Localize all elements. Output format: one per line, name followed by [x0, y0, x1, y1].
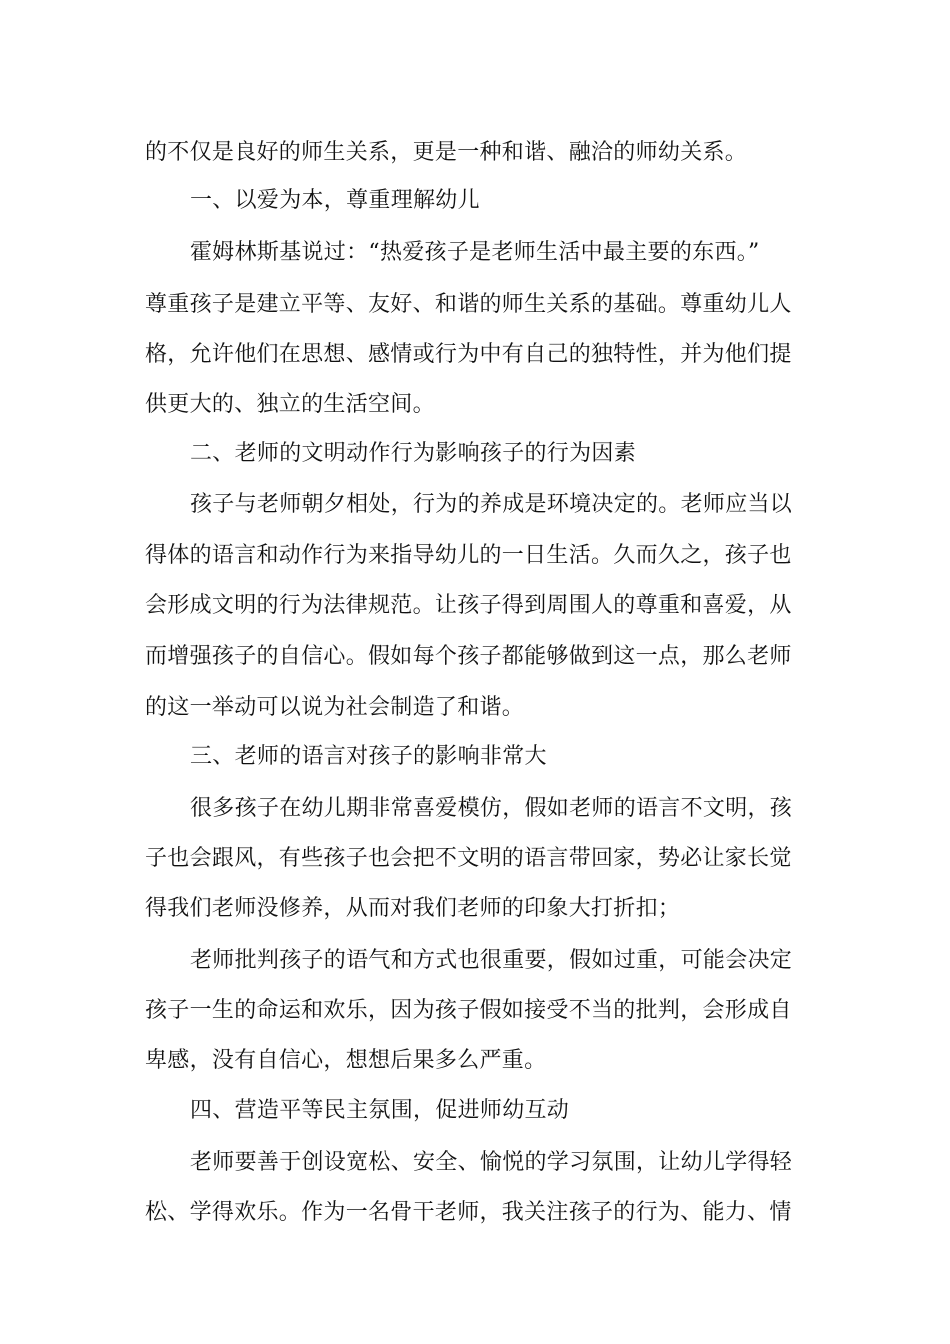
paragraph-line: 老师要善于创设宽松、安全、愉悦的学习氛围，让幼儿学得轻 — [190, 1150, 793, 1175]
section-heading-1: 一、以爱为本，尊重理解幼儿 — [190, 188, 480, 213]
paragraph-line: 老师批判孩子的语气和方式也很重要，假如过重，可能会决定 — [190, 948, 793, 973]
section-heading-3: 三、老师的语言对孩子的影响非常大 — [190, 744, 547, 769]
paragraph-line: 格，允许他们在思想、感情或行为中有自己的独特性，并为他们提 — [145, 342, 792, 367]
paragraph-line: 卑感，没有自信心，想想后果多么严重。 — [145, 1048, 547, 1073]
paragraph-line: 松、学得欢乐。作为一名骨干老师，我关注孩子的行为、能力、情 — [145, 1200, 792, 1225]
paragraph-line: 得我们老师没修养，从而对我们老师的印象大打折扣； — [145, 896, 681, 921]
paragraph-line: 孩子一生的命运和欢乐，因为孩子假如接受不当的批判，会形成自 — [145, 998, 792, 1023]
paragraph-line: 很多孩子在幼儿期非常喜爱模仿，假如老师的语言不文明，孩 — [190, 796, 793, 821]
section-heading-2: 二、老师的文明动作行为影响孩子的行为因素 — [190, 441, 637, 466]
paragraph-line: 孩子与老师朝夕相处，行为的养成是环境决定的。老师应当以 — [190, 492, 793, 517]
paragraph-line: 会形成文明的行为法律规范。让孩子得到周围人的尊重和喜爱，从 — [145, 593, 792, 618]
paragraph-line: 的不仅是良好的师生关系，更是一种和谐、融洽的师幼关系。 — [145, 140, 748, 165]
paragraph-line: 而增强孩子的自信心。假如每个孩子都能够做到这一点，那么老师 — [145, 644, 792, 669]
paragraph-line: 的这一举动可以说为社会制造了和谐。 — [145, 695, 525, 720]
paragraph-line: 得体的语言和动作行为来指导幼儿的一日生活。久而久之，孩子也 — [145, 543, 792, 568]
paragraph-line: 子也会跟风，有些孩子也会把不文明的语言带回家，势必让家长觉 — [145, 846, 792, 871]
paragraph-line: 尊重孩子是建立平等、友好、和谐的师生关系的基础。尊重幼儿人 — [145, 292, 792, 317]
section-heading-4: 四、营造平等民主氛围，促进师幼互动 — [190, 1098, 570, 1123]
paragraph-line: 供更大的、独立的生活空间。 — [145, 392, 435, 417]
paragraph-line: 霍姆林斯基说过：“热爱孩子是老师生活中最主要的东西。” — [190, 240, 760, 265]
